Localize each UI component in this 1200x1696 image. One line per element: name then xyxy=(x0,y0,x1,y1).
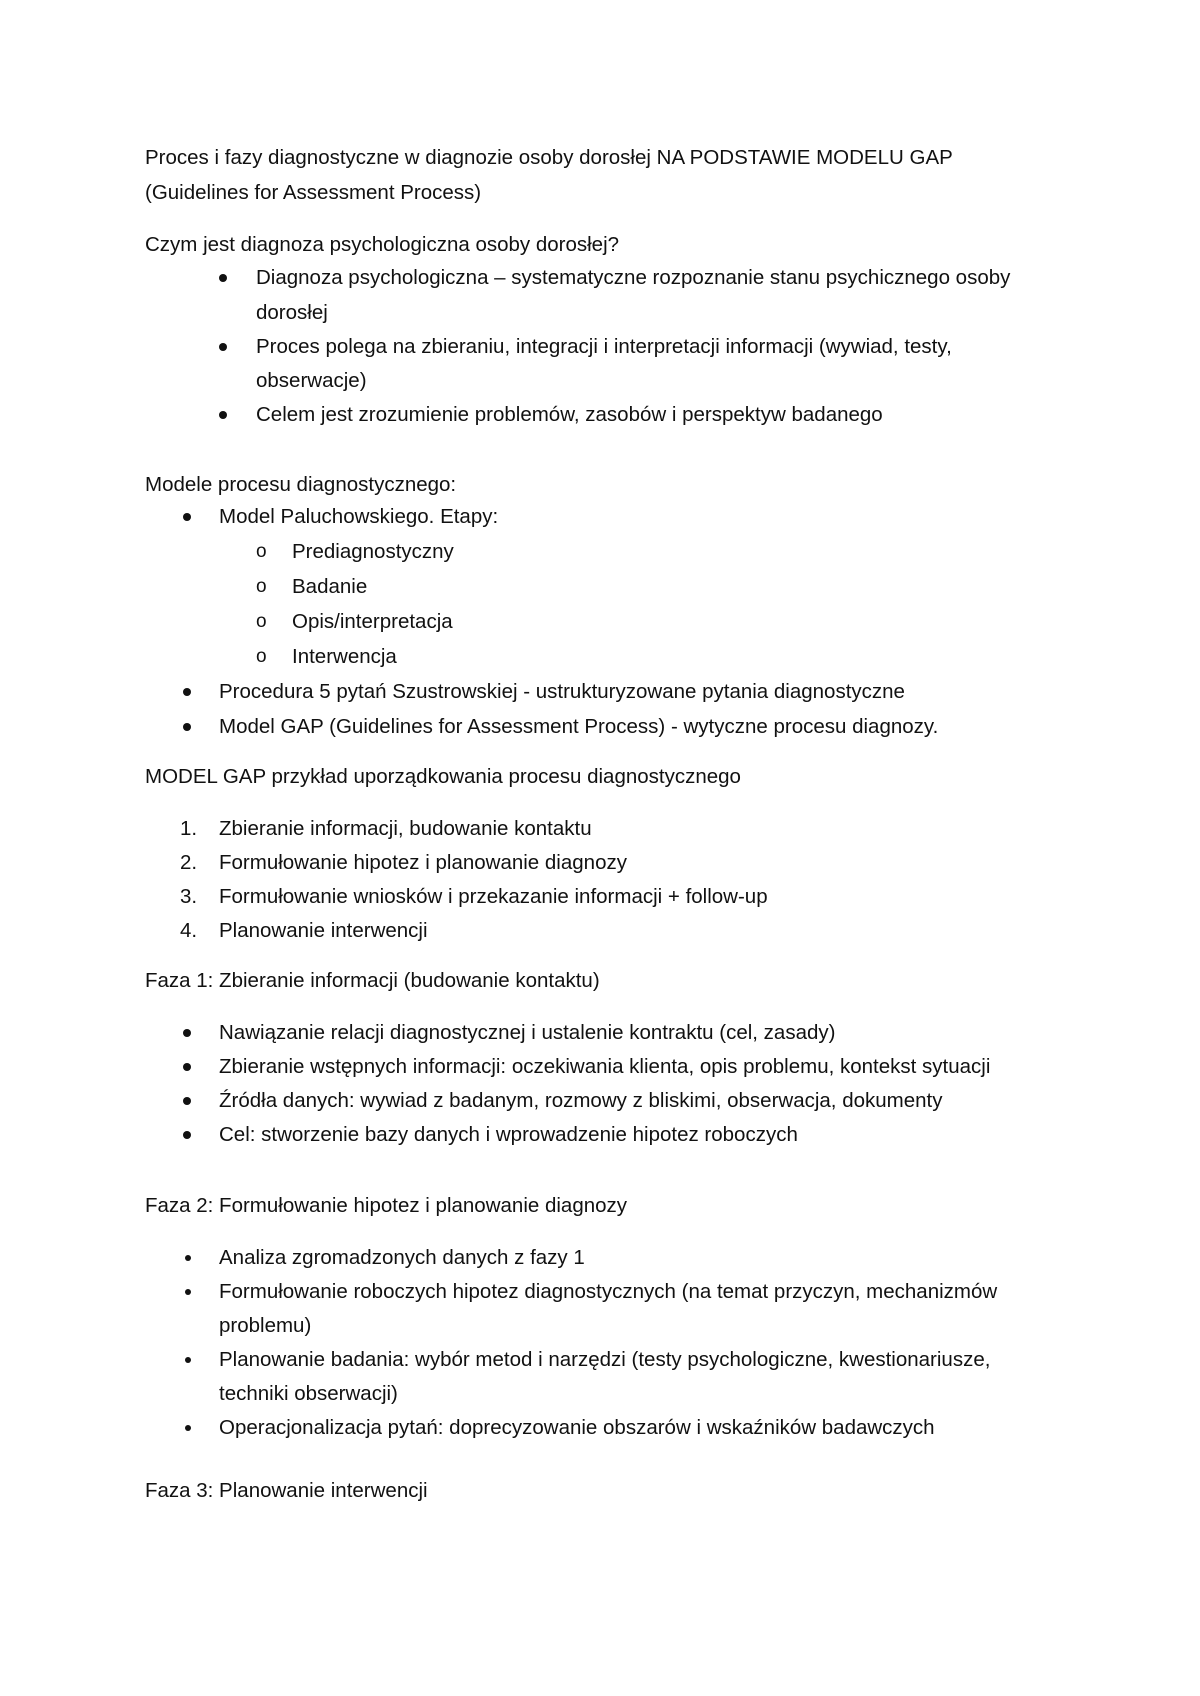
bullet-icon xyxy=(185,1289,191,1295)
list-item-line: Procedura 5 pytań Szustrowskiej - ustrukturyzowane pytania diagnostyczne xyxy=(219,680,905,703)
numbered-list-item: Formułowanie hipotez i planowanie diagnozy xyxy=(219,851,627,874)
numbered-list-item: Planowanie interwencji xyxy=(219,919,428,942)
list-item-line: Analiza zgromadzonych danych z fazy 1 xyxy=(219,1246,585,1269)
list-item-line: Nawiązanie relacji diagnostycznej i ustalenie kontraktu (cel, zasady) xyxy=(219,1021,836,1044)
list-item-line: Model GAP (Guidelines for Assessment Process) - wytyczne procesu diagnozy. xyxy=(219,715,939,738)
list-number: 1. xyxy=(180,817,198,840)
list-item-line: dorosłej xyxy=(256,301,328,324)
list-item-line: Cel: stworzenie bazy danych i wprowadzenie hipotez roboczych xyxy=(219,1123,798,1146)
bullet-icon xyxy=(219,411,227,419)
bullet-icon xyxy=(219,274,227,282)
list-item-line: Źródła danych: wywiad z badanym, rozmowy z bliskimi, obserwacja, dokumenty xyxy=(219,1089,943,1112)
list-item-line: Formułowanie roboczych hipotez diagnostycznych (na temat przyczyn, mechanizmów xyxy=(219,1280,998,1303)
bullet-icon xyxy=(183,1029,191,1037)
sub-bullet-icon: o xyxy=(256,646,267,667)
section-heading-phase-2: Faza 2: Formułowanie hipotez i planowanie diagnozy xyxy=(145,1194,628,1217)
list-number: 2. xyxy=(180,851,198,874)
bullet-icon xyxy=(183,1097,191,1105)
section-heading-phase-3: Faza 3: Planowanie interwencji xyxy=(145,1479,428,1502)
sub-list-item: Interwencja xyxy=(292,645,397,668)
bullet-icon xyxy=(183,1131,191,1139)
section-heading-models: Modele procesu diagnostycznego: xyxy=(145,473,457,496)
bullet-icon xyxy=(183,723,191,731)
list-item-line: Diagnoza psychologiczna – systematyczne rozpoznanie stanu psychicznego osoby xyxy=(256,266,1011,289)
sub-list-item: Prediagnostyczny xyxy=(292,540,454,563)
bullet-icon xyxy=(185,1357,191,1363)
list-item-line: Planowanie badania: wybór metod i narzędzi (testy psychologiczne, kwestionariusze, xyxy=(219,1348,991,1371)
list-number: 4. xyxy=(180,919,198,942)
document-title-line-1: Proces i fazy diagnostyczne w diagnozie osoby dorosłej NA PODSTAWIE MODELU GAP xyxy=(145,146,953,169)
section-heading-what: Czym jest diagnoza psychologiczna osoby dorosłej? xyxy=(145,233,620,256)
list-item-line: obserwacje) xyxy=(256,369,367,392)
sub-bullet-icon: o xyxy=(256,611,267,632)
bullet-icon xyxy=(183,1063,191,1071)
section-heading-gap: MODEL GAP przykład uporządkowania procesu diagnostycznego xyxy=(145,765,741,788)
sub-list-item: Badanie xyxy=(292,575,368,598)
list-item-line: Model Paluchowskiego. Etapy: xyxy=(219,505,499,528)
list-item-line: Proces polega na zbieraniu, integracji i interpretacji informacji (wywiad, testy, xyxy=(256,335,952,358)
bullet-icon xyxy=(183,688,191,696)
list-item-line: Celem jest zrozumienie problemów, zasobów i perspektyw badanego xyxy=(256,403,883,426)
list-item-line: techniki obserwacji) xyxy=(219,1382,398,1405)
list-item-line: problemu) xyxy=(219,1314,312,1337)
numbered-list-item: Formułowanie wniosków i przekazanie informacji + follow-up xyxy=(219,885,768,908)
document-title-line-2: (Guidelines for Assessment Process) xyxy=(145,181,482,204)
bullet-icon xyxy=(185,1255,191,1261)
sub-list-item: Opis/interpretacja xyxy=(292,610,453,633)
sub-bullet-icon: o xyxy=(256,541,267,562)
list-item-line: Zbieranie wstępnych informacji: oczekiwania klienta, opis problemu, kontekst sytuacji xyxy=(219,1055,991,1078)
section-heading-phase-1: Faza 1: Zbieranie informacji (budowanie kontaktu) xyxy=(145,969,600,992)
list-number: 3. xyxy=(180,885,198,908)
sub-bullet-icon: o xyxy=(256,576,267,597)
bullet-icon xyxy=(185,1425,191,1431)
bullet-icon xyxy=(183,513,191,521)
numbered-list-item: Zbieranie informacji, budowanie kontaktu xyxy=(219,817,592,840)
list-item-line: Operacjonalizacja pytań: doprecyzowanie obszarów i wskaźników badawczych xyxy=(219,1416,935,1439)
bullet-icon xyxy=(219,343,227,351)
